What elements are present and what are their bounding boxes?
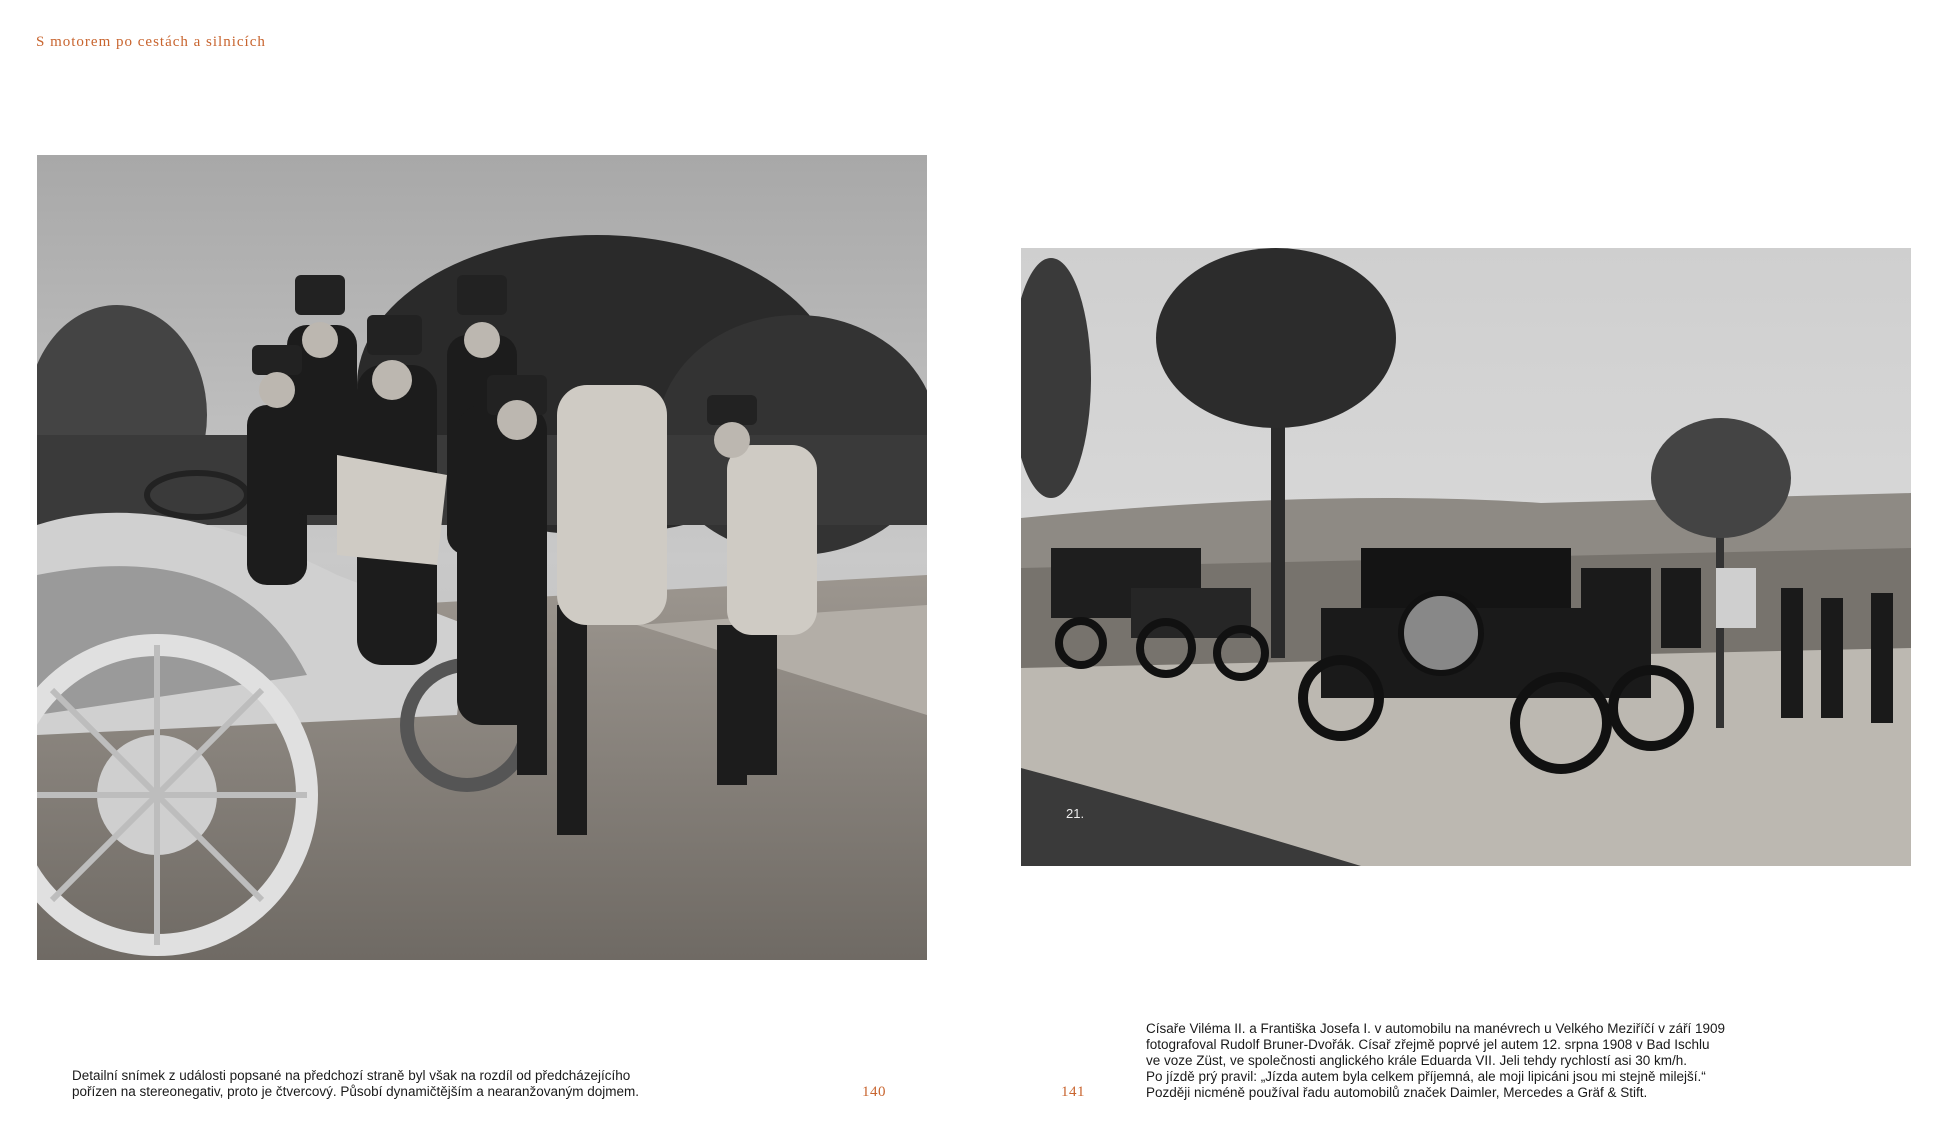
running-head: S motorem po cestách a silnicích	[36, 34, 266, 50]
page-number-left: 140	[862, 1084, 886, 1100]
caption-right	[1146, 1021, 1766, 1101]
caption-right-line: Po jízdě prý pravil: „Jízda autem byla celkem příjemná, ale moji lipicáni jsou mi stejně milejší.“	[1146, 1069, 1706, 1084]
caption-right-line: Později nicméně používal řadu automobilů značek Daimler, Mercedes a Gräf & Stift.	[1146, 1085, 1648, 1100]
page-number-right: 141	[1061, 1084, 1085, 1100]
photo-limousines-on-road	[1021, 248, 1911, 866]
caption-right-line: ve voze Züst, ve společnosti anglického krále Eduarda VII. Jeli tehdy rychlostí asi 30 km/h.	[1146, 1053, 1688, 1068]
caption-left-line: Detailní snímek z události popsané na předchozí straně byl však na rozdíl od předcházejícího	[72, 1068, 631, 1083]
caption-right-line: fotografoval Rudolf Bruner-Dvořák. Císař zřejmě poprvé jel autem 12. srpna 1908 v Bad Ischlu	[1146, 1037, 1710, 1052]
photo-officers-at-car	[37, 155, 927, 960]
caption-left-line: pořízen na stereonegativ, proto je čtvercový. Působí dynamičtějším a nearanžovaným dojmem.	[72, 1084, 640, 1099]
caption-left	[72, 1068, 692, 1100]
caption-right-line: Císaře Viléma II. a Františka Josefa I. v automobilu na manévrech u Velkého Meziříčí v září 1909	[1146, 1021, 1726, 1036]
photo-left-image	[37, 155, 927, 960]
plate-number: 21.	[1066, 806, 1085, 821]
photo-right-image	[1021, 248, 1911, 866]
